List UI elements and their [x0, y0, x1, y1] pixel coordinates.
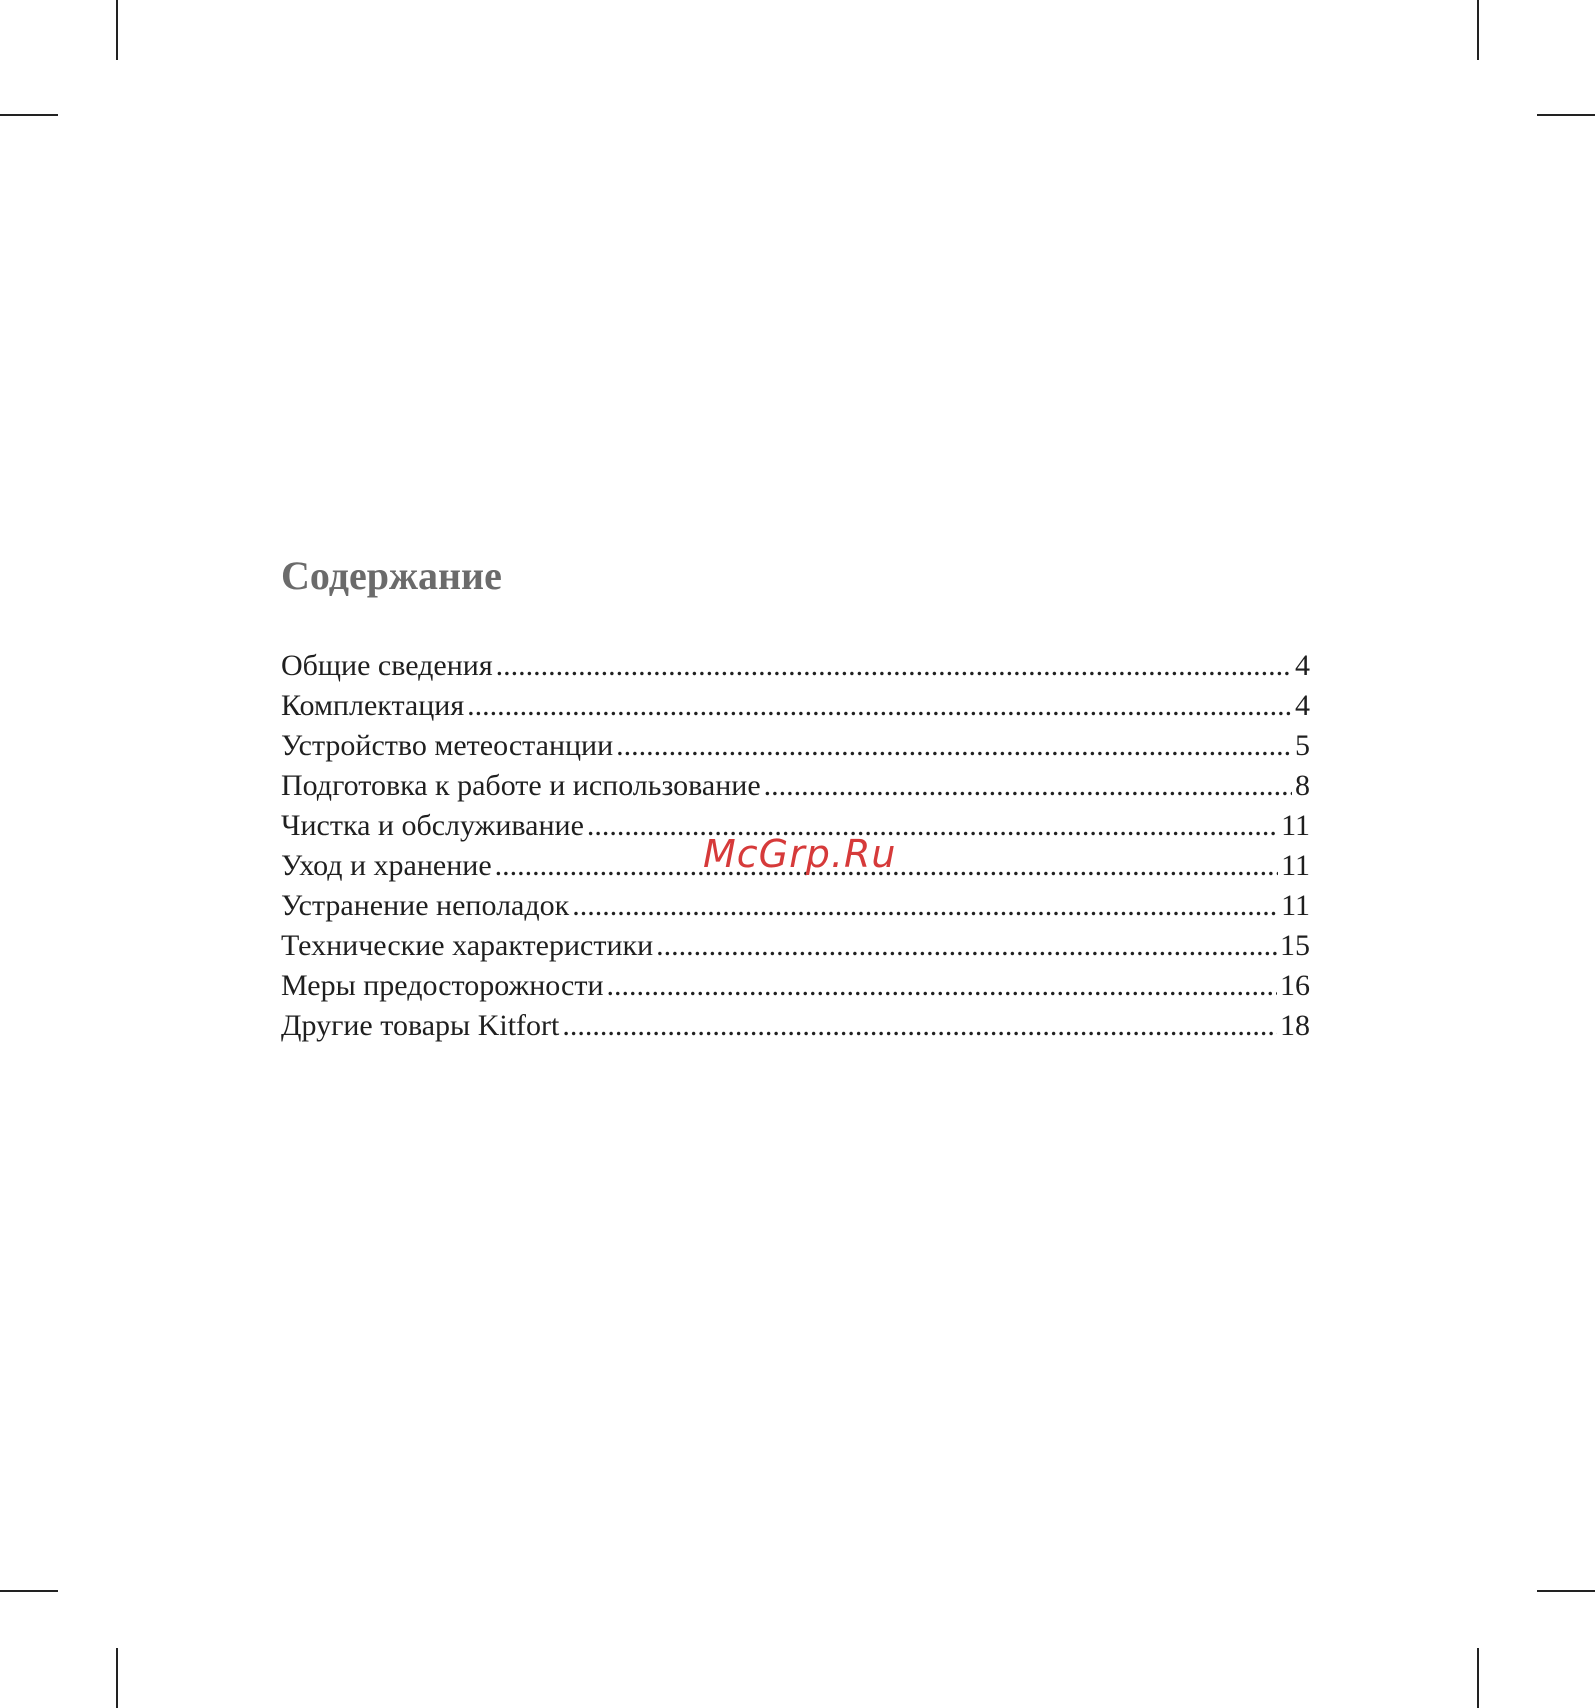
- toc-entry-page: 11: [1281, 809, 1310, 842]
- toc-dot-leader: [572, 886, 1278, 926]
- toc-entry[interactable]: [281, 886, 1310, 926]
- crop-mark-top-right-vertical: [1477, 0, 1479, 60]
- toc-entry-label: Чистка и обслуживание: [281, 809, 584, 842]
- toc-dot-leader: [467, 686, 1292, 726]
- crop-mark-bottom-right-vertical: [1477, 1648, 1479, 1708]
- toc-title: Содержание: [281, 553, 502, 598]
- toc-entry-page: 5: [1295, 729, 1310, 762]
- toc-entry-page: 11: [1281, 889, 1310, 922]
- toc-entry-page: 4: [1295, 649, 1310, 682]
- toc-dot-leader: [607, 966, 1277, 1006]
- toc-entry-label: Уход и хранение: [281, 849, 492, 882]
- toc-entry-page: 11: [1281, 849, 1310, 882]
- toc-entry-label: Технические характеристики: [281, 929, 654, 962]
- toc-dot-leader: [656, 926, 1277, 966]
- toc-entry-page: 15: [1280, 929, 1310, 962]
- crop-mark-bottom-right-horizontal: [1537, 1590, 1595, 1592]
- toc-entry-label: Подготовка к работе и использование: [281, 769, 761, 802]
- toc-entry-label: Устройство метеостанции: [281, 729, 614, 762]
- toc-entry[interactable]: [281, 1006, 1310, 1046]
- crop-mark-bottom-left-vertical: [116, 1648, 118, 1708]
- toc-entry[interactable]: [281, 926, 1310, 966]
- toc-entry-label: Другие товары Kitfort: [281, 1009, 560, 1042]
- toc-dot-leader: [764, 766, 1292, 806]
- toc-entry[interactable]: [281, 766, 1310, 806]
- toc-entry-label: Общие сведения: [281, 649, 493, 682]
- table-of-contents: [281, 548, 1310, 1046]
- toc-entry[interactable]: [281, 646, 1310, 686]
- watermark: McGrp.Ru: [703, 832, 897, 876]
- crop-mark-top-left-horizontal: [0, 114, 58, 116]
- toc-entry-label: Устранение неполадок: [281, 889, 570, 922]
- crop-mark-top-left-vertical: [116, 0, 118, 60]
- toc-entry-label: Меры предосторожности: [281, 969, 604, 1002]
- toc-entry[interactable]: [281, 726, 1310, 766]
- toc-dot-leader: [562, 1006, 1277, 1046]
- crop-mark-top-right-horizontal: [1537, 114, 1595, 116]
- toc-entry-label: Комплектация: [281, 689, 465, 722]
- toc-dot-leader: [616, 726, 1292, 766]
- toc-entry-page: 4: [1295, 689, 1310, 722]
- crop-mark-bottom-left-horizontal: [0, 1590, 58, 1592]
- toc-entry[interactable]: [281, 686, 1310, 726]
- toc-entry[interactable]: [281, 966, 1310, 1006]
- toc-entry-page: 16: [1280, 969, 1310, 1002]
- toc-entry-page: 18: [1280, 1009, 1310, 1042]
- toc-dot-leader: [587, 806, 1278, 846]
- toc-entry-page: 8: [1295, 769, 1310, 802]
- toc-dot-leader: [496, 646, 1292, 686]
